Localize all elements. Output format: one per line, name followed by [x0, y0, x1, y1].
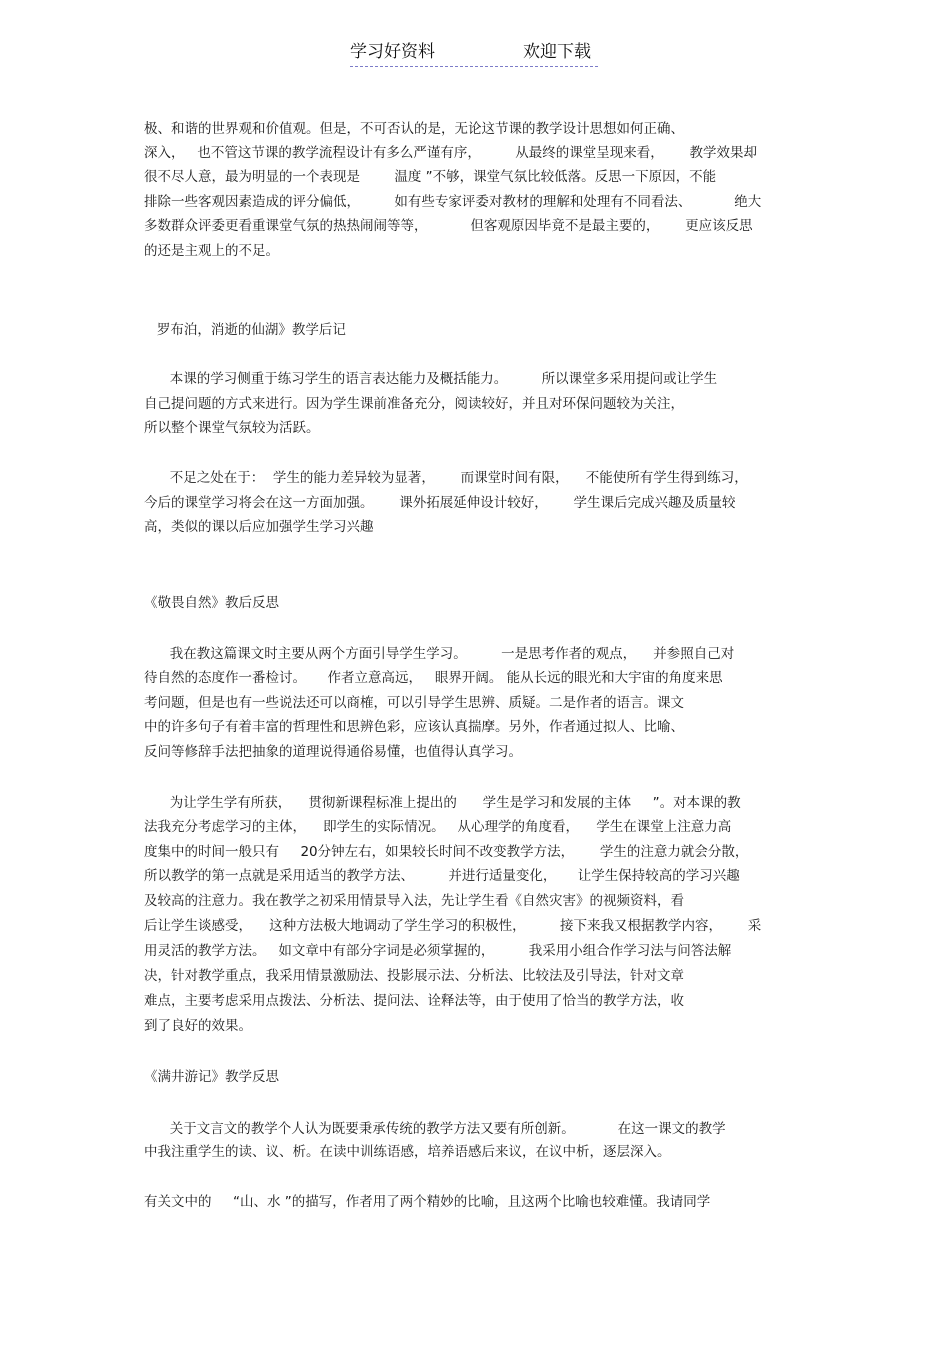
text-line: 及较高的注意力。我在教学之初采用情景导入法，先让学生看《自然灾害》的视频资料，看 [144, 893, 684, 909]
text-line: 所以整个课堂气氛较为活跃。 [144, 420, 320, 436]
text-line: 待自然的态度作一番检讨。 作者立意高远， 眼界开阔。 能从长远的眼光和大宇宙的角度来思 [144, 670, 723, 686]
text-line: 多数群众评委更看重课堂气氛的热热闹闹等等， 但客观原因毕竟不是最主要的， 更应该反思 [144, 218, 753, 234]
text-line: 度集中的时间一般只有 20分钟左右，如果较长时间不改变教学方法， 学生的注意力就会分散， [144, 844, 749, 860]
text-line: 用灵活的教学方法。 如文章中有部分字词是必须掌握的， 我采用小组合作学习法与问答法解 [144, 943, 732, 959]
header-right-text: 欢迎下载 [523, 42, 591, 62]
text-line: 决，针对教学重点，我采用情景激励法、投影展示法、分析法、比较法及引导法，针对文章 [144, 968, 684, 984]
text-line: 排除一些客观因素造成的评分偏低， 如有些专家评委对教材的理解和处理有不同看法、 绝大 [144, 194, 762, 210]
text-line: 不足之处在于： 学生的能力差异较为显著， 而课堂时间有限， 不能使所有学生得到练习， [144, 470, 748, 486]
header-left-text: 学习好资料 [350, 42, 435, 62]
text-line: 法我充分考虑学习的主体， 即学生的实际情况。 从心理学的角度看， 学生在课堂上注意力高 [144, 819, 732, 835]
text-line: 后让学生谈感受， 这种方法极大地调动了学生学习的积极性， 接下来我又根据教学内容， 采 [144, 918, 762, 934]
text-line: 关于文言文的教学个人认为既要秉承传统的教学方法又要有所创新。 在这一课文的教学 [144, 1121, 726, 1137]
text-line: 有关文中的 “山、水 ”的描写，作者用了两个精妙的比喻，且这两个比喻也较难懂。我请同学 [144, 1194, 711, 1210]
text-line: 深入， 也不管这节课的教学流程设计有多么严谨有序， 从最终的课堂呈现来看， 教学效果却 [144, 145, 757, 161]
text-line: 难点，主要考虑采用点拨法、分析法、提问法、诠释法等，由于使用了恰当的教学方法，收 [144, 993, 684, 1009]
text-line: 的还是主观上的不足。 [144, 243, 279, 259]
text-line: 极、和谐的世界观和价值观。但是，不可否认的是，无论这节课的教学设计思想如何正确、 [144, 121, 684, 137]
text-line: 今后的课堂学习将会在这一方面加强。 课外拓展延伸设计较好， 学生课后完成兴趣及质量较 [144, 495, 736, 511]
text-line: 考问题，但是也有一些说法还可以商榷，可以引导学生思辨、质疑。二是作者的语言。课文 [144, 695, 684, 711]
page-header [350, 40, 598, 67]
text-line: 为让学生学有所获， 贯彻新课程标准上提出的 学生是学习和发展的主体 ”。对本课的教 [144, 795, 741, 811]
text-line: 我在教这篇课文时主要从两个方面引导学生学习。 一是思考作者的观点， 并参照自己对 [144, 646, 735, 662]
text-line: 到了良好的效果。 [144, 1018, 252, 1034]
text-line: 中我注重学生的读、议、析。在读中训练语感，培养语感后来议，在议中析，逐层深入。 [144, 1144, 671, 1160]
text-line: 所以教学的第一点就是采用适当的教学方法、 并进行适量变化， 让学生保持较高的学习兴趣 [144, 868, 740, 884]
text-line: 本课的学习侧重于练习学生的语言表达能力及概括能力。 所以课堂多采用提问或让学生 [144, 371, 718, 387]
text-line: 高，类似的课以后应加强学生学习兴趣 [144, 519, 374, 535]
text-line: 自己提问题的方式来进行。因为学生课前准备充分，阅读较好，并且对环保问题较为关注， [144, 396, 684, 412]
text-line: 中的许多句子有着丰富的哲理性和思辨色彩，应该认真揣摩。另外，作者通过拟人、比喻、 [144, 719, 684, 735]
section-title: 《敬畏自然》教后反思 [144, 595, 279, 611]
section-title: 《满井游记》教学反思 [144, 1069, 279, 1085]
text-line: 反问等修辞手法把抽象的道理说得通俗易懂，也值得认真学习。 [144, 744, 522, 760]
text-line: 很不尽人意，最为明显的一个表现是 温度 ”不够，课堂气氛比较低落。反思一下原因，不能 [144, 169, 717, 185]
section-title: 罗布泊，消逝的仙湖》教学后记 [144, 322, 346, 338]
